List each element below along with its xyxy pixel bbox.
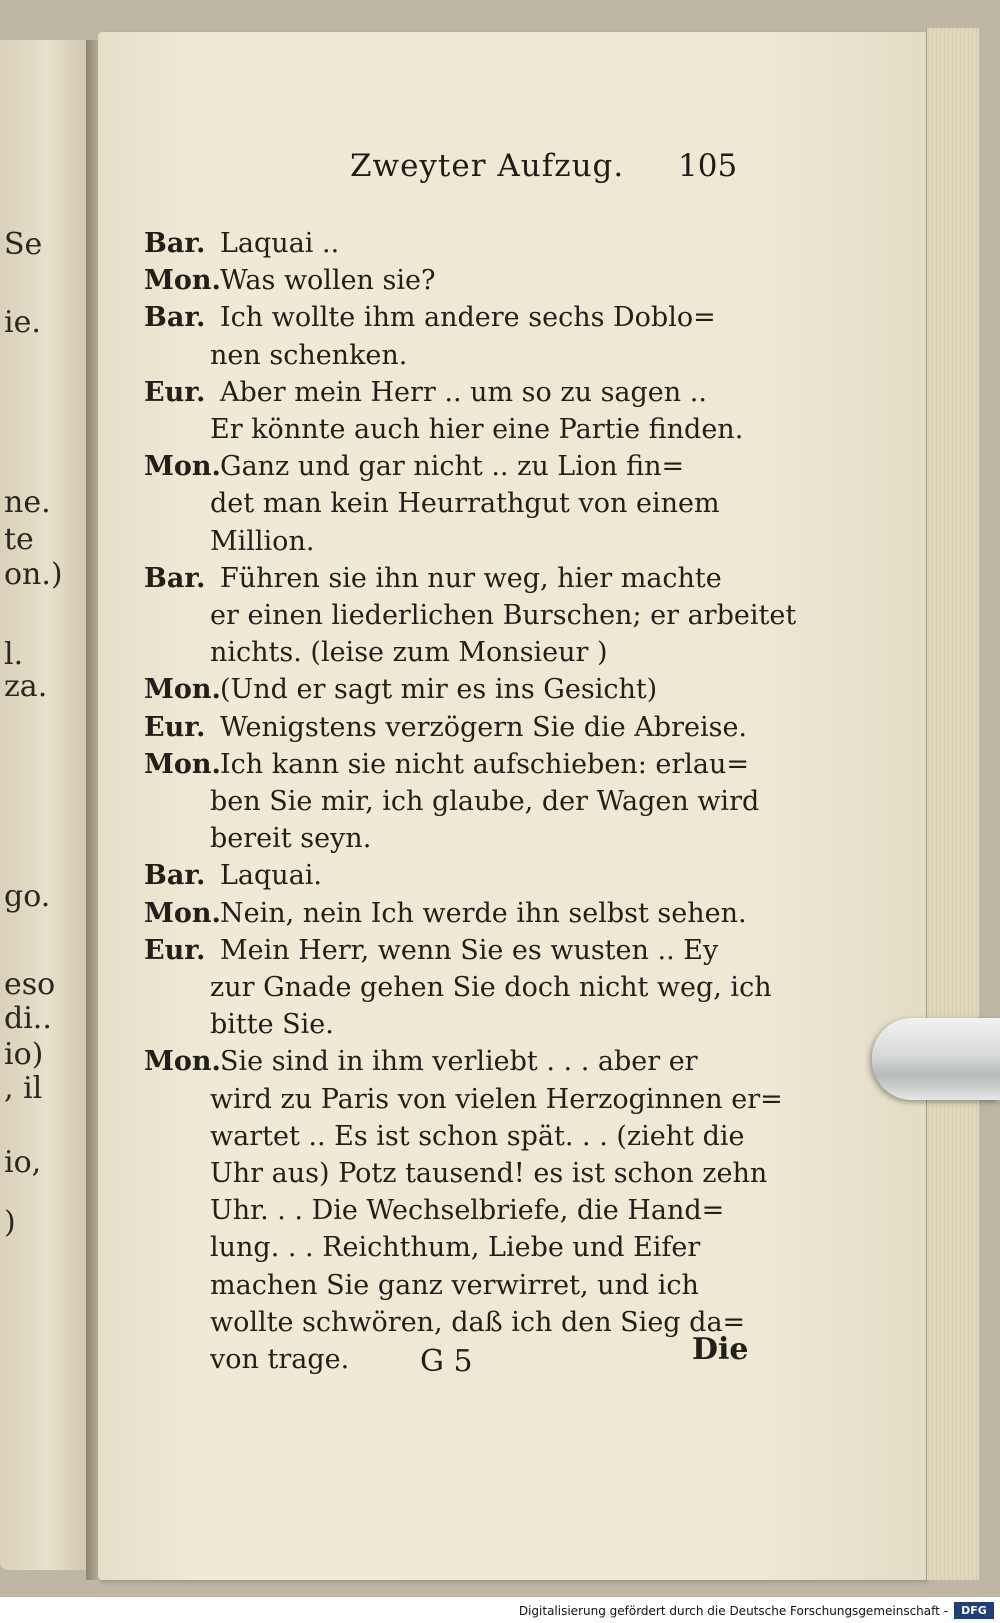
line-text: nichts. (leise zum Monsieur ) <box>210 637 608 668</box>
left-page-fragment: ie. <box>4 305 41 340</box>
line-text: bereit seyn. <box>210 823 372 854</box>
text-line <box>210 490 720 517</box>
text-line <box>210 602 796 629</box>
text-line <box>210 1346 349 1373</box>
line-text: Nein, nein Ich werde ihn selbst sehen. <box>220 898 747 929</box>
left-page-fragment: di.. <box>4 1001 52 1036</box>
speaker-label: Bar. <box>144 860 206 891</box>
signature-mark: G 5 <box>420 1344 473 1379</box>
left-page-fragment: io, <box>4 1145 42 1180</box>
left-page-fragment: , il <box>4 1071 43 1106</box>
line-text: Ich wollte ihm andere sechs Doblo= <box>220 302 716 333</box>
text-line <box>210 974 772 1001</box>
speaker-label: Mon. <box>144 749 221 780</box>
line-text: er einen liederlichen Burschen; er arbeitet <box>210 600 797 631</box>
speaker-label: Mon. <box>144 674 221 705</box>
line-text: zur Gnade gehen Sie doch nicht weg, ich <box>210 972 772 1003</box>
text-line <box>210 1197 724 1224</box>
text-line <box>144 862 322 889</box>
speaker-label: Bar. <box>144 228 206 259</box>
line-text: Was wollen sie? <box>220 265 436 296</box>
left-page-fragment: ) <box>4 1205 16 1240</box>
text-line <box>210 1011 334 1038</box>
left-page-fragment: eso <box>4 967 56 1002</box>
text-line <box>210 788 759 815</box>
running-head: Zweyter Aufzug. <box>350 148 625 184</box>
line-text: von trage. <box>210 1344 350 1375</box>
left-page-fragment: Se <box>4 227 43 262</box>
speaker-label: Bar. <box>144 302 206 333</box>
line-text: Sie sind in ihm verliebt . . . aber er <box>220 1046 698 1077</box>
text-line <box>144 751 749 778</box>
left-page-fragment: te <box>4 522 34 557</box>
text-line <box>210 528 314 555</box>
line-text: Million. <box>210 526 315 557</box>
speaker-label: Eur. <box>144 377 206 408</box>
line-text: Ganz und gar nicht .. zu Lion fin= <box>220 451 685 482</box>
line-text: Aber mein Herr .. um so zu sagen .. <box>220 377 707 408</box>
text-line <box>144 900 747 927</box>
line-text: Ich kann sie nicht aufschieben: erlau= <box>220 749 750 780</box>
text-line <box>144 304 716 331</box>
text-line <box>210 1309 745 1336</box>
speaker-label: Eur. <box>144 935 206 966</box>
line-text: machen Sie ganz verwirret, und ich <box>210 1270 699 1301</box>
page-number: 105 <box>678 148 738 184</box>
left-page-fragment: ne. <box>4 485 51 520</box>
right-page <box>98 32 928 1580</box>
line-text: det man kein Heurrathgut von einem <box>210 488 720 519</box>
speaker-label: Mon. <box>144 1046 221 1077</box>
text-line <box>210 416 743 443</box>
text-line <box>144 714 747 741</box>
left-page-fragment: on.) <box>4 557 63 592</box>
text-line <box>210 1086 783 1113</box>
text-line <box>144 267 435 294</box>
line-text: wird zu Paris von vielen Herzoginnen er= <box>210 1084 783 1115</box>
footer-bar <box>0 1597 1000 1623</box>
line-text: bitte Sie. <box>210 1009 334 1040</box>
text-line <box>144 1048 698 1075</box>
line-text: ben Sie mir, ich glaube, der Wagen wird <box>210 786 760 817</box>
line-text: lung. . . Reichthum, Liebe und Eifer <box>210 1232 701 1263</box>
speaker-label: Mon. <box>144 451 221 482</box>
line-text: wollte schwören, daß ich den Sieg da= <box>210 1307 746 1338</box>
text-line <box>210 1160 767 1187</box>
text-line <box>210 639 608 666</box>
text-line <box>210 1123 744 1150</box>
speaker-label: Mon. <box>144 265 221 296</box>
text-line <box>210 1272 699 1299</box>
left-page-fragment: go. <box>4 879 51 914</box>
left-page-fragment: l. <box>4 637 24 672</box>
text-line <box>210 1234 700 1261</box>
speaker-label: Eur. <box>144 712 206 743</box>
left-page-fragment: io) <box>4 1037 44 1072</box>
text-line <box>144 565 722 592</box>
line-text: Laquai. <box>220 860 323 891</box>
page-edges <box>926 28 979 1580</box>
line-text: Laquai .. <box>220 228 340 259</box>
left-page-fragment: za. <box>4 669 48 704</box>
speaker-label: Mon. <box>144 898 221 929</box>
speaker-label: Bar. <box>144 563 206 594</box>
line-text: Wenigstens verzögern Sie die Abreise. <box>220 712 748 743</box>
line-text: nen schenken. <box>210 340 408 371</box>
text-line <box>144 676 657 703</box>
text-line <box>144 453 684 480</box>
left-page <box>0 40 90 1570</box>
line-text: Er könnte auch hier eine Partie finden. <box>210 414 744 445</box>
text-line <box>210 342 407 369</box>
text-line <box>210 825 371 852</box>
scanner-clip <box>872 1018 1000 1100</box>
line-text: (Und er sagt mir es ins Gesicht) <box>220 674 658 705</box>
line-text: wartet .. Es ist schon spät. . . (zieht die <box>210 1121 745 1152</box>
text-line <box>144 937 718 964</box>
dfg-logo: DFG <box>954 1602 994 1619</box>
line-text: Uhr aus) Potz tausend! es ist schon zehn <box>210 1158 768 1189</box>
line-text: Uhr. . . Die Wechselbriefe, die Hand= <box>210 1195 725 1226</box>
line-text: Mein Herr, wenn Sie es wusten .. Ey <box>220 935 719 966</box>
footer-credit: Digitalisierung gefördert durch die Deutsche Forschungsgemeinschaft - <box>518 1604 948 1618</box>
line-text: Führen sie ihn nur weg, hier machte <box>220 563 722 594</box>
text-line <box>144 379 707 406</box>
catchword: Die <box>692 1332 749 1367</box>
text-line <box>144 230 339 257</box>
